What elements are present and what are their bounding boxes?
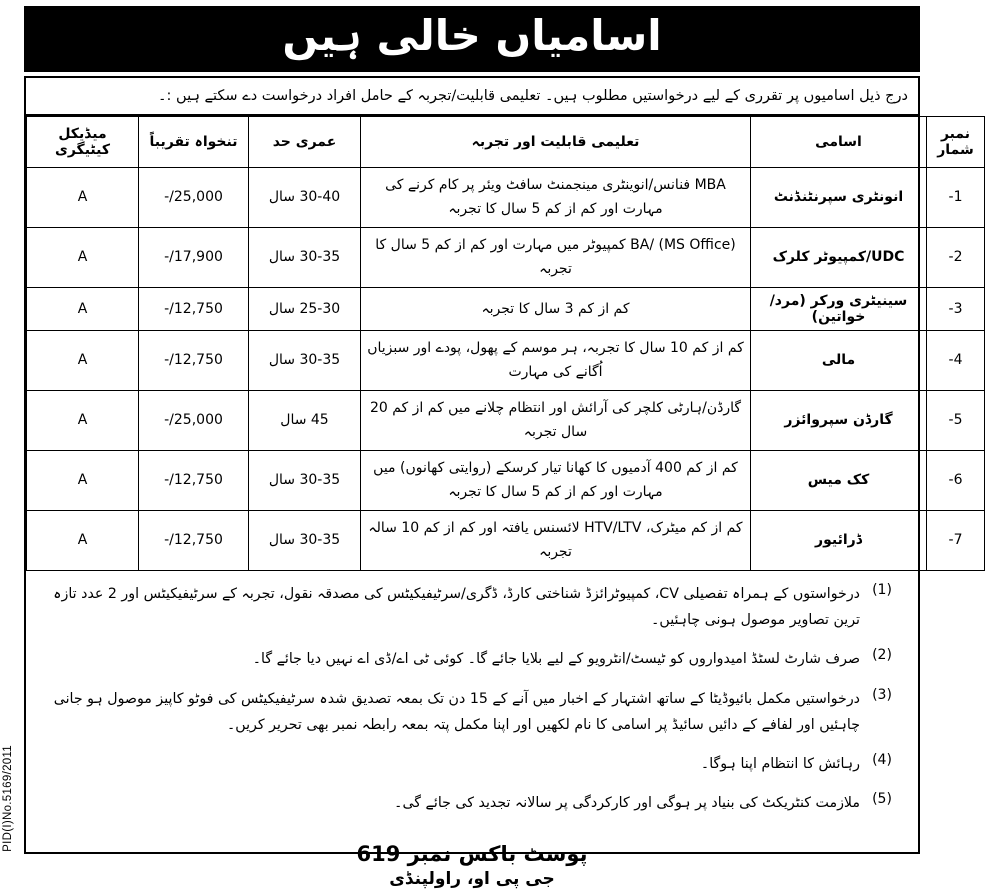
list-item (40, 686, 904, 739)
cell-age: 30-35 سال (249, 510, 361, 570)
cell-category: A (27, 227, 139, 287)
cell-post: کک میس (751, 450, 927, 510)
note-number: (2) (872, 647, 892, 664)
cell-salary: 25,000/- (139, 390, 249, 450)
table-row (27, 390, 985, 450)
table-row (27, 227, 985, 287)
list-item (40, 751, 904, 777)
cell-qualification: کم از کم 10 سال کا تجربہ، ہر موسم کے پھول، پودے اور سبزیاں اُگانے کی مہارت (361, 330, 751, 390)
column-header-category: میڈیکل کیٹیگری (27, 116, 139, 167)
cell-sr: 1- (927, 167, 985, 227)
pid-label: PID(I)No.5169/2011 (2, 745, 14, 852)
cell-post: مالی (751, 330, 927, 390)
cell-qualification: گارڈن/ہارٹی کلچر کی آرائش اور انتظام چلانے میں کم از کم 20 سال تجربہ (361, 390, 751, 450)
column-header-qualification: تعلیمی قابلیت اور تجربہ (361, 116, 751, 167)
advertisement-body (24, 76, 974, 889)
column-header-post: اسامی (751, 116, 927, 167)
list-item (40, 790, 904, 816)
cell-post: ڈرائیور (751, 510, 927, 570)
column-header-sr: نمبر شمار (927, 116, 985, 167)
note-text: صرف شارٹ لسٹڈ امیدواروں کو ٹیسٹ/انٹرویو کے لیے بلایا جائے گا۔ کوئی ٹی اے/ڈی اے نہیں دیا جائے گا۔ (252, 651, 860, 668)
list-item (40, 581, 904, 634)
address-line-2: جی پی او، راولپنڈی (389, 868, 555, 889)
cell-qualification: MBA فنانس/انوینٹری مینجمنٹ سافٹ ویئر پر کام کرنے کی مہارت اور کم از کم 5 سال کا تجربہ (361, 167, 751, 227)
note-number: (5) (872, 791, 892, 808)
table-row (27, 450, 985, 510)
cell-sr: 7- (927, 510, 985, 570)
cell-post: UDC/کمپیوٹر کلرک (751, 227, 927, 287)
cell-age: 30-35 سال (249, 450, 361, 510)
note-number: (3) (872, 686, 892, 703)
cell-salary: 12,750/- (139, 330, 249, 390)
cell-age: 30-35 سال (249, 330, 361, 390)
cell-salary: 12,750/- (139, 287, 249, 330)
cell-category: A (27, 390, 139, 450)
table-row (27, 510, 985, 570)
cell-salary: 12,750/- (139, 450, 249, 510)
cell-sr: 5- (927, 390, 985, 450)
page-title: اسامیاں خالی ہیں (282, 11, 662, 60)
note-text: رہائش کا انتظام اپنا ہوگا۔ (700, 756, 860, 773)
cell-category: A (27, 450, 139, 510)
cell-category: A (27, 167, 139, 227)
vacancies-table (26, 116, 985, 571)
note-text: درخواستیں مکمل بائیوڈیٹا کے ساتھ اشتہار کے اخبار میں آنے کے 15 دن تک بمعہ تصدیق شدہ سرٹیفیکیٹس کی فوٹو کاپیز موصول ہو جانی چاہئیں اور لفافے کے دائیں سائیڈ پر اسامی کا نام لکھیں اور اپنا مکمل پتہ بمعہ رابطہ نمبر بھی تحریر کریں۔ (53, 690, 860, 733)
cell-category: A (27, 510, 139, 570)
table-row (27, 330, 985, 390)
cell-category: A (27, 287, 139, 330)
column-header-age: عمری حد (249, 116, 361, 167)
notes-list (26, 571, 918, 834)
cell-sr: 4- (927, 330, 985, 390)
cell-post: انونٹری سپرنٹنڈنٹ (751, 167, 927, 227)
header-banner (24, 6, 920, 72)
table-row (27, 167, 985, 227)
cell-age: 30-35 سال (249, 227, 361, 287)
list-item (40, 646, 904, 672)
cell-post: گارڈن سپروائزر (751, 390, 927, 450)
cell-qualification: کم از کم میٹرک، HTV/LTV لائسنس یافتہ اور کم از کم 10 سالہ تجربہ (361, 510, 751, 570)
cell-salary: 12,750/- (139, 510, 249, 570)
cell-sr: 2- (927, 227, 985, 287)
note-text: درخواستوں کے ہمراہ تفصیلی CV، کمپیوٹرائزڈ شناختی کارڈ، ڈگری/سرٹیفیکیٹس کی مصدقہ نقول، تجربہ کے سرٹیفیکیٹس اور 2 عدد تازہ ترین تصاویر موصول ہونی چاہئیں۔ (53, 585, 860, 629)
cell-sr: 6- (927, 450, 985, 510)
column-header-salary: تنخواہ تقریباً (139, 116, 249, 167)
note-number: (1) (872, 581, 892, 598)
note-number: (4) (872, 752, 892, 769)
cell-age: 45 سال (249, 390, 361, 450)
cell-qualification: کم از کم 3 سال کا تجربہ (361, 287, 751, 330)
cell-salary: 25,000/- (139, 167, 249, 227)
intro-text: درج ذیل اسامیوں پر تقرری کے لیے درخواستیں مطلوب ہیں۔ تعلیمی قابلیت/تجربہ کے حامل افراد درخواست دے سکتے ہیں :۔ (26, 78, 918, 116)
cell-category: A (27, 330, 139, 390)
address-block (26, 840, 918, 891)
cell-post: سینیٹری ورکر (مرد/خواتین) (751, 287, 927, 330)
table-header-row (27, 116, 985, 167)
cell-qualification: BA/ (MS Office) کمپیوٹر میں مہارت اور کم از کم 5 سال کا تجربہ (361, 227, 751, 287)
address-line-1: پوسٹ باکس نمبر 619 (356, 841, 588, 866)
cell-age: 25-30 سال (249, 287, 361, 330)
table-row (27, 287, 985, 330)
cell-qualification: کم از کم 400 آدمیوں کا کھانا تیار کرسکے (روایتی کھانوں) میں مہارت اور کم از کم 5 سال کا تجربہ (361, 450, 751, 510)
note-text: ملازمت کنٹریکٹ کی بنیاد پر ہوگی اور کارکردگی پر سالانہ تجدید کی جائے گی۔ (394, 795, 860, 812)
cell-age: 30-40 سال (249, 167, 361, 227)
cell-salary: 17,900/- (139, 227, 249, 287)
cell-sr: 3- (927, 287, 985, 330)
